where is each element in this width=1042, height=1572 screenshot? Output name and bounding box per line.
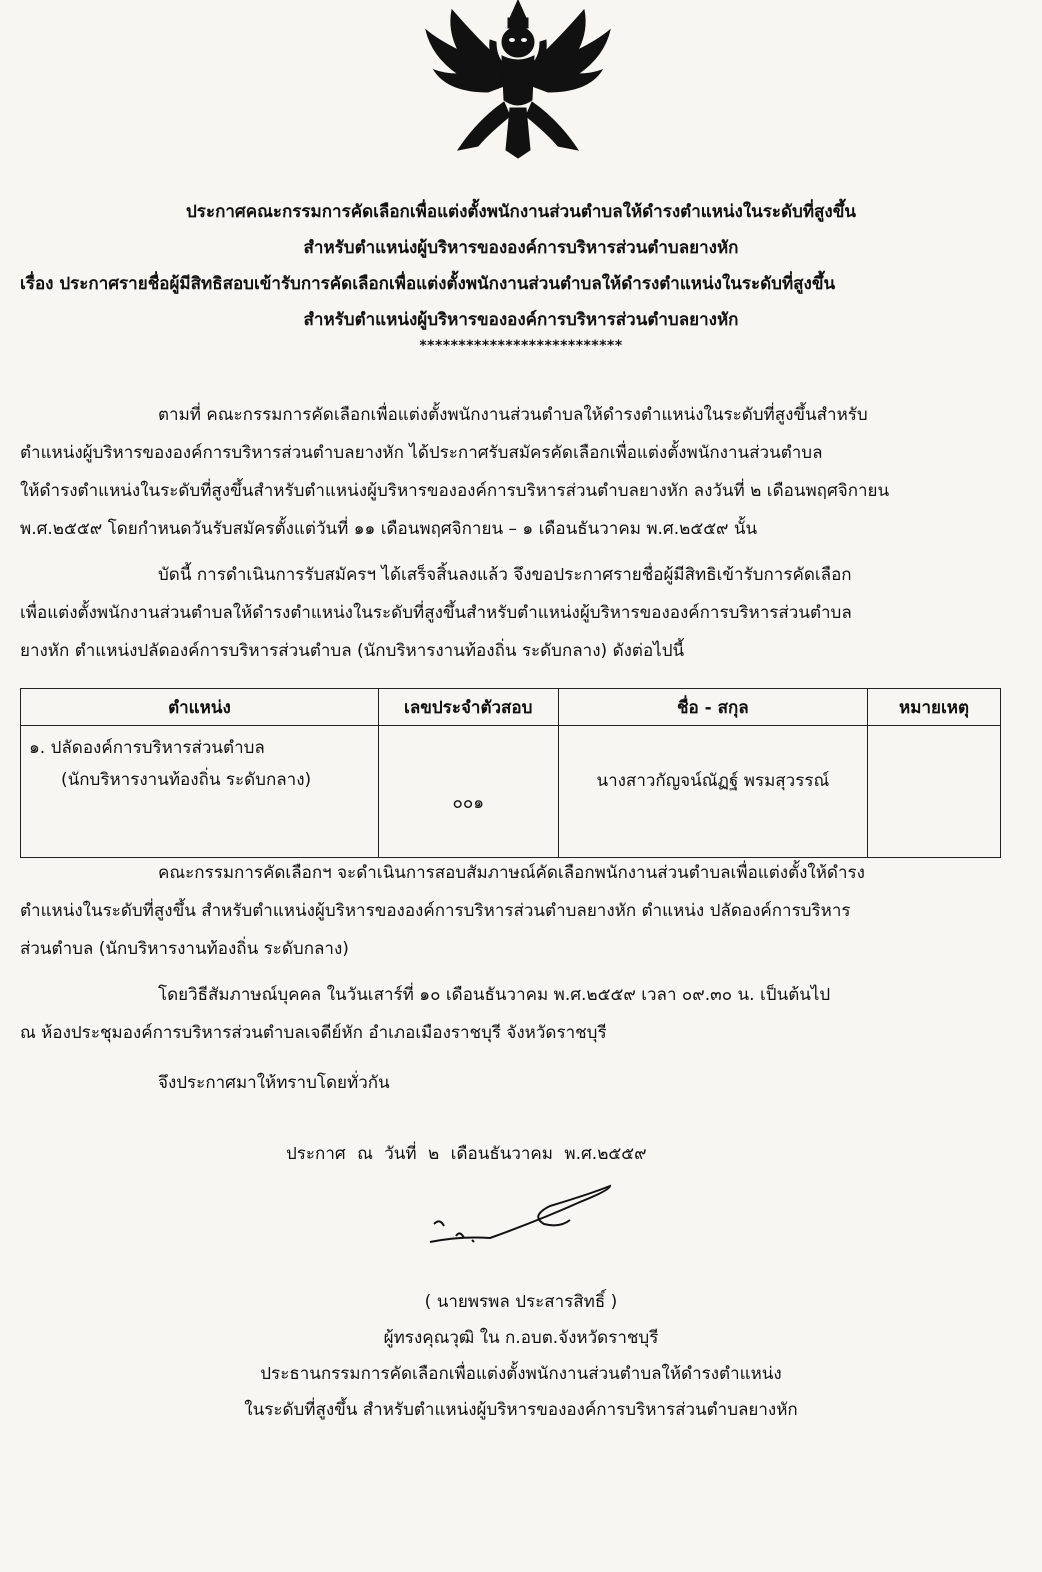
header-note: หมายเหตุ xyxy=(868,689,1001,726)
header-exam-id: เลขประจำตัวสอบ xyxy=(378,689,558,726)
paragraph-line: ยางหัก ตำแหน่งปลัดองค์การบริหารส่วนตำบล (นักบริหารงานท้องถิ่น ระดับกลาง) ดังต่อไปนี้ xyxy=(20,641,685,661)
title-block xyxy=(0,194,1042,354)
cell-name: นางสาวกัญจน์ณัฏฐ์ พรมสุวรรณ์ xyxy=(558,726,867,858)
signature-icon xyxy=(420,1180,620,1260)
signer-block xyxy=(0,1284,1042,1428)
paragraph-line: โดยวิธีสัมภาษณ์บุคคล ในวันเสาร์ที่ ๑๐ เดือนธันวาคม พ.ศ.๒๕๕๙ เวลา ๐๙.๓๐ น. เป็นต้นไป xyxy=(158,985,831,1005)
closing-paragraph xyxy=(20,1064,1020,1102)
paragraph-line: ส่วนตำบล (นักบริหารงานท้องถิ่น ระดับกลาง) xyxy=(20,939,349,959)
paragraph-1 xyxy=(20,396,1020,548)
header-name: ชื่อ - สกุล xyxy=(558,689,867,726)
paragraph-line: ตามที่ คณะกรรมการคัดเลือกเพื่อแต่งตั้งพนักงานส่วนตำบลให้ดำรงตำแหน่งในระดับที่สูงขึ้นสำหรับ xyxy=(158,405,868,425)
cell-note xyxy=(868,726,1001,858)
signer-title-2: ประธานกรรมการคัดเลือกเพื่อแต่งตั้งพนักงานส่วนตำบลให้ดำรงตำแหน่ง xyxy=(260,1364,782,1384)
title-line-2: สำหรับตำแหน่งผู้บริหารขององค์การบริหารส่วนตำบลยางหัก xyxy=(303,238,739,258)
paragraph-line: บัดนี้ การดำเนินการรับสมัครฯ ได้เสร็จสิ้นลงแล้ว จึงขอประกาศรายชื่อผู้มีสิทธิเข้ารับการคัดเลือก xyxy=(158,565,852,585)
cell-position xyxy=(21,726,379,858)
paragraph-line: ตำแหน่งในระดับที่สูงขึ้น สำหรับตำแหน่งผู้บริหารขององค์การบริหารส่วนตำบลยางหัก ตำแหน่ง ปลัดองค์การบริหาร xyxy=(20,901,851,921)
paragraph-line: ให้ดำรงตำแหน่งในระดับที่สูงขึ้นสำหรับตำแหน่งผู้บริหารขององค์การบริหารส่วนตำบลยางหัก ลงวันที่ ๒ เดือนพฤศจิกายน xyxy=(20,481,890,501)
position-line-1: ๑. ปลัดองค์การบริหารส่วนตำบล xyxy=(29,738,265,758)
signer-title-3: ในระดับที่สูงขึ้น สำหรับตำแหน่งผู้บริหารขององค์การบริหารส่วนตำบลยางหัก xyxy=(244,1400,798,1420)
paragraph-line: ณ ห้องประชุมองค์การบริหารส่วนตำบลเจดีย์หัก อำเภอเมืองราชบุรี จังหวัดราชบุรี xyxy=(20,1023,607,1043)
paragraph-2 xyxy=(20,556,1020,670)
paragraph-4 xyxy=(20,976,1020,1052)
garuda-emblem-icon xyxy=(418,0,618,162)
table-header-row xyxy=(21,689,1001,726)
cell-exam-id: ๐๐๑ xyxy=(378,726,558,858)
candidate-table xyxy=(20,688,1001,858)
paragraph-3 xyxy=(20,854,1020,968)
subject-line-1: เรื่อง ประกาศรายชื่อผู้มีสิทธิสอบเข้ารับการคัดเลือกเพื่อแต่งตั้งพนักงานส่วนตำบลให้ดำรงตำแหน่งในระดับที่สูงขึ้น xyxy=(20,274,836,294)
subject-line-2: สำหรับตำแหน่งผู้บริหารขององค์การบริหารส่วนตำบลยางหัก xyxy=(303,310,739,330)
paragraph-line: พ.ศ.๒๕๕๙ โดยกำหนดวันรับสมัครตั้งแต่วันที่ ๑๑ เดือนพฤศจิกายน – ๑ เดือนธันวาคม พ.ศ.๒๕๕๙ นั้น xyxy=(20,519,758,539)
paragraph-line: คณะกรรมการคัดเลือกฯ จะดำเนินการสอบสัมภาษณ์คัดเลือกพนักงานส่วนตำบลเพื่อแต่งตั้งให้ดำรง xyxy=(158,863,865,883)
header-position: ตำแหน่ง xyxy=(21,689,379,726)
position-line-2: (นักบริหารงานท้องถิ่น ระดับกลาง) xyxy=(61,770,312,790)
announce-date: ประกาศ ณ วันที่ ๒ เดือนธันวาคม พ.ศ.๒๕๕๙ xyxy=(286,1144,647,1164)
paragraph-line: ตำแหน่งผู้บริหารขององค์การบริหารส่วนตำบลยางหัก ได้ประกาศรับสมัครคัดเลือกเพื่อแต่งตั้งพนักงานส่วนตำบล xyxy=(20,443,823,463)
paragraph-line: เพื่อแต่งตั้งพนักงานส่วนตำบลให้ดำรงตำแหน่งในระดับที่สูงขึ้นสำหรับตำแหน่งผู้บริหารขององค์การบริหารส่วนตำบล xyxy=(20,603,852,623)
signer-title-1: ผู้ทรงคุณวุฒิ ใน ก.อบต.จังหวัดราชบุรี xyxy=(383,1328,659,1348)
title-line-1: ประกาศคณะกรรมการคัดเลือกเพื่อแต่งตั้งพนักงานส่วนตำบลให้ดำรงตำแหน่งในระดับที่สูงขึ้น xyxy=(186,202,856,222)
closing-text: จึงประกาศมาให้ทราบโดยทั่วกัน xyxy=(158,1073,390,1093)
signer-name: ( นายพรพล ประสารสิทธิ์ ) xyxy=(424,1292,618,1312)
stars-divider: ************************** xyxy=(419,338,623,354)
table-row xyxy=(21,726,1001,858)
